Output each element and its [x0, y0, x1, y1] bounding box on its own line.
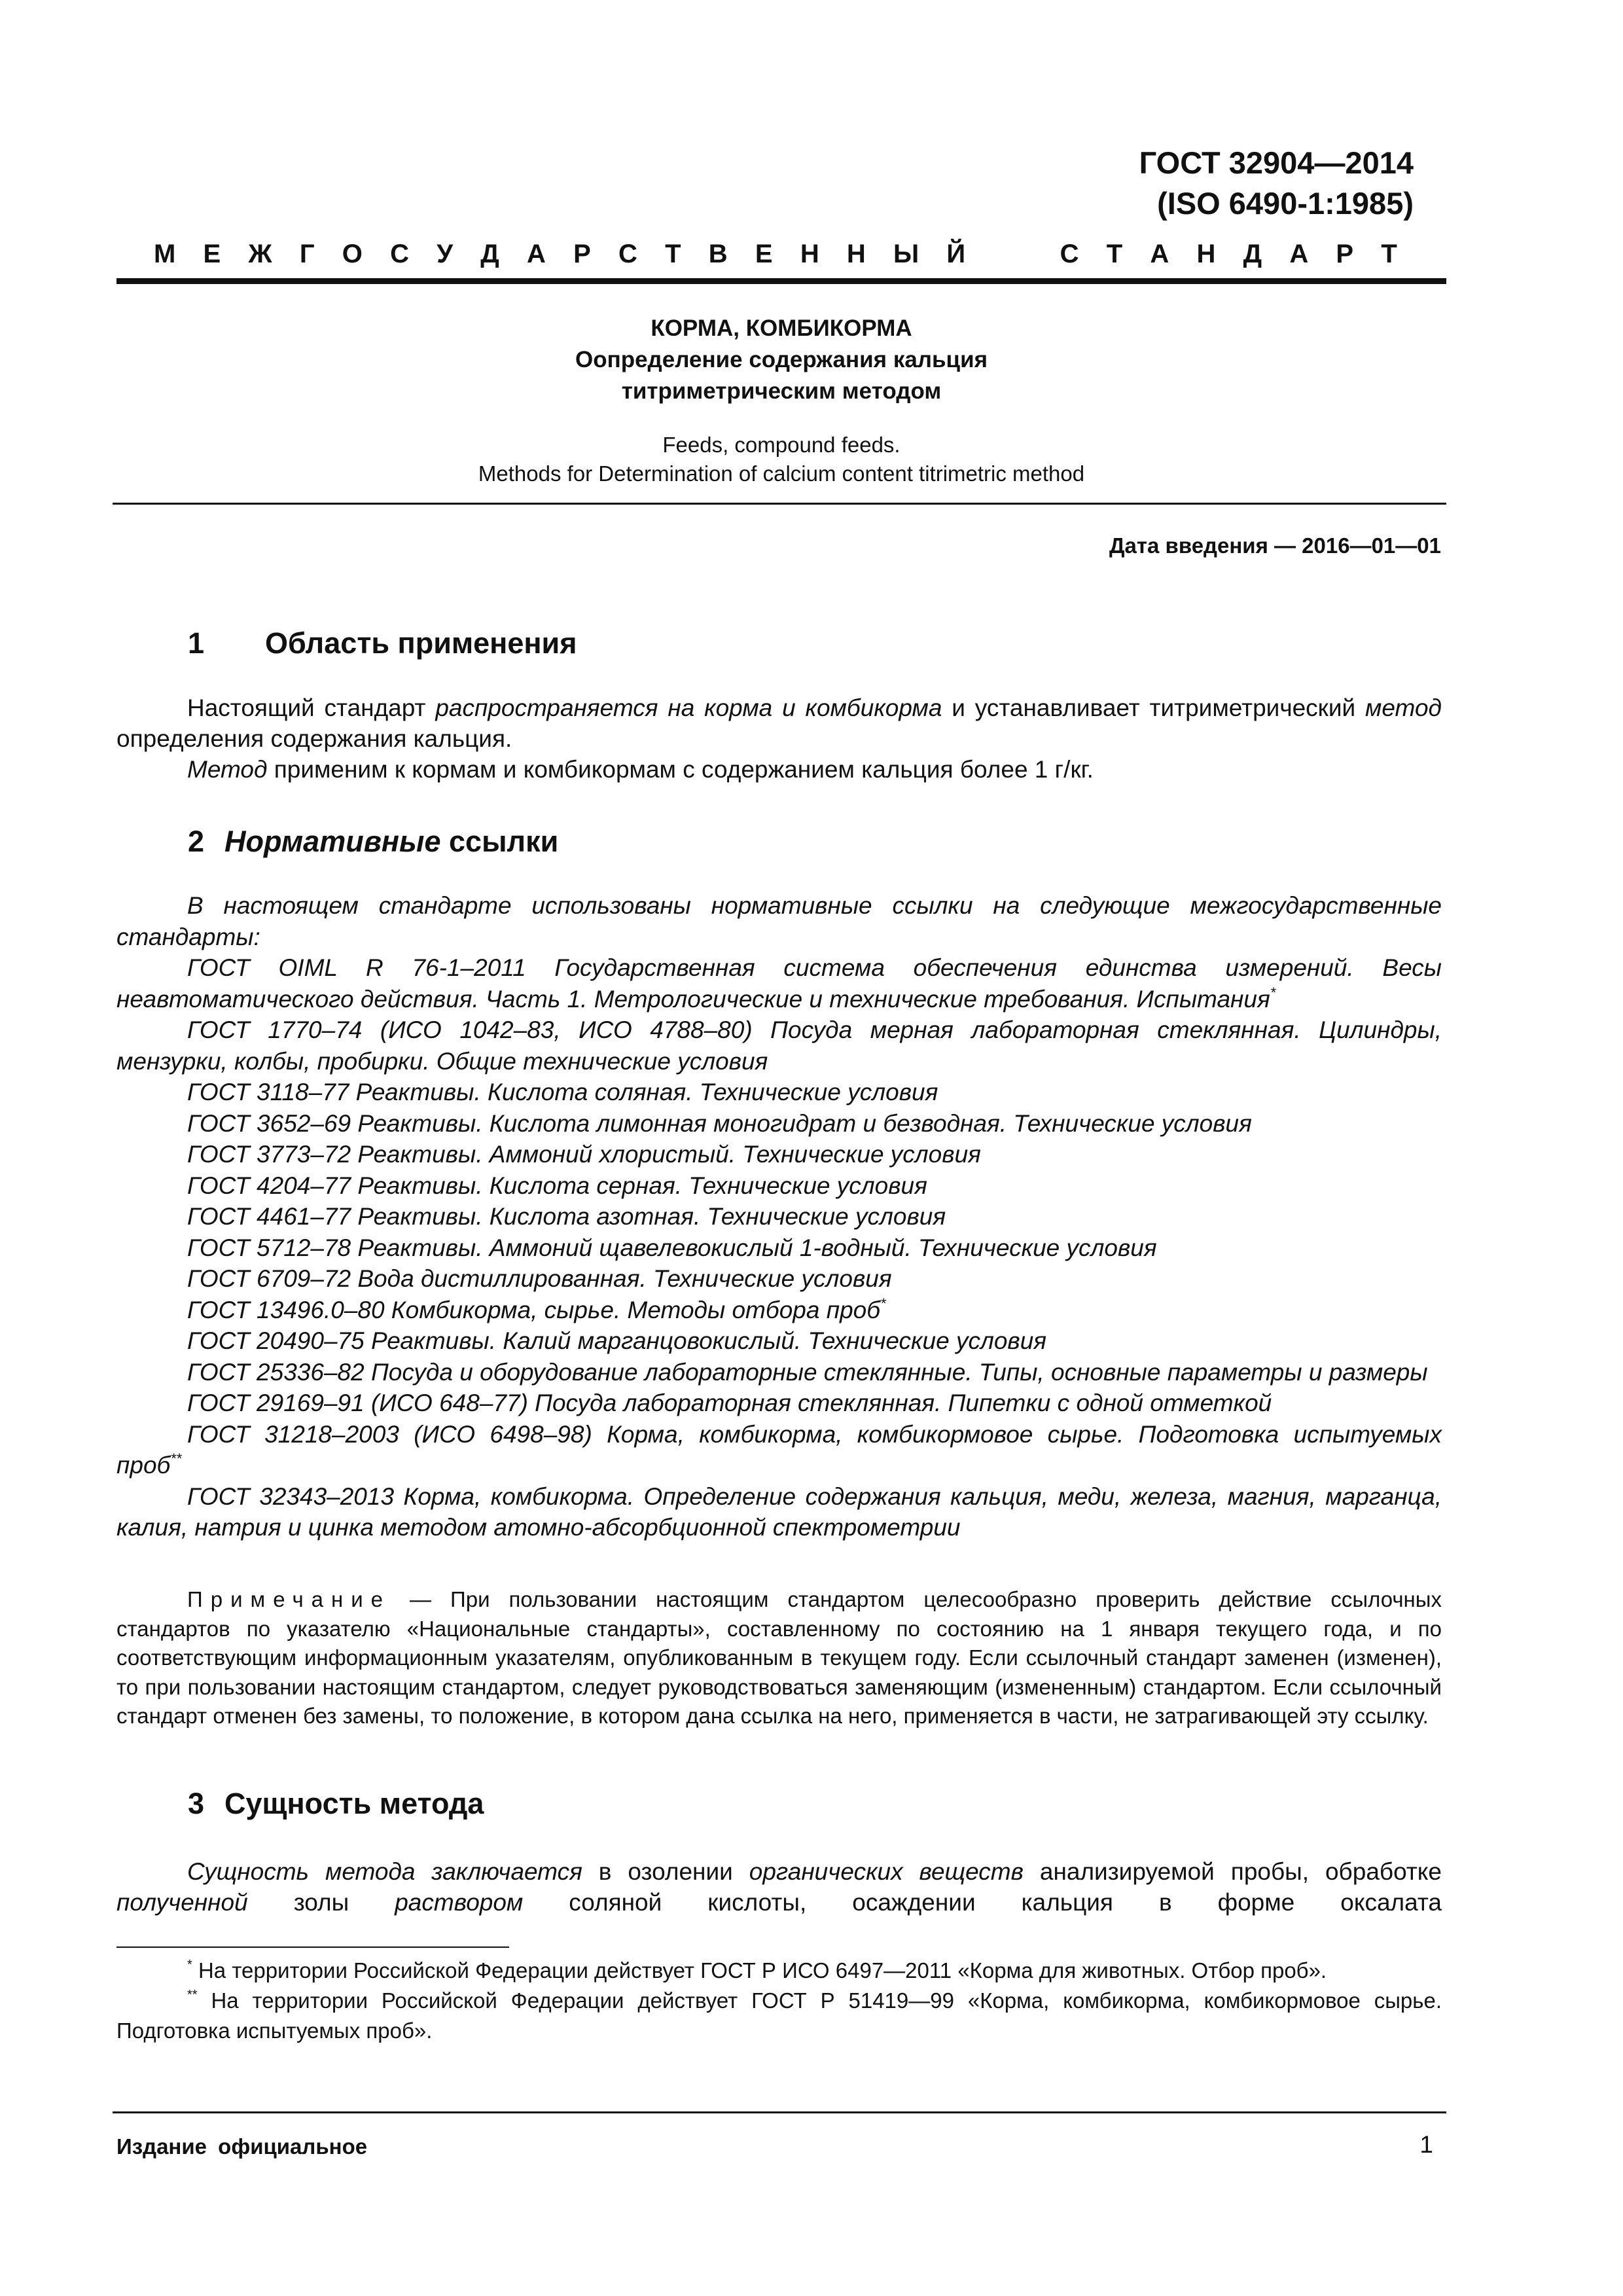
banner-letter: А — [1289, 240, 1309, 268]
section-title: ссылки — [440, 825, 559, 858]
reference-text: ГОСТ 4204–77 Реактивы. Кислота серная. Технические условия — [187, 1172, 927, 1199]
english-title-line-2: Methods for Determination of calcium content titrimetric method — [478, 461, 1085, 486]
banner-letter: Н — [1196, 240, 1216, 268]
section-number: 2 — [188, 825, 205, 858]
footnote-text: На территории Российской Федерации действует ГОСТ Р ИСО 6497—2011 «Корма для животных. Отбор проб». — [192, 1958, 1327, 1982]
title-line-3: титриметрическим методом — [621, 378, 942, 404]
banner-letter: Н — [800, 240, 819, 268]
text-run: анализируемой пробы, обработке — [1023, 1858, 1442, 1885]
banner-letter: М — [154, 240, 176, 268]
banner-letter: С — [618, 240, 637, 268]
banner-letter: Е — [755, 240, 773, 268]
title-rule — [113, 503, 1446, 505]
text-run-italic: органических веществ — [749, 1858, 1024, 1885]
section-number: 3 — [188, 1787, 205, 1820]
section-number: 1 — [188, 626, 205, 660]
text-run-italic: Сущность метода заключается — [187, 1858, 582, 1885]
edition-label: Издание официальное — [116, 2134, 368, 2159]
title-line-2: Оопределение содержания кальция — [575, 347, 988, 372]
text-run-italic: метод — [1365, 694, 1442, 721]
text-run-italic: распространяется на корма и комбикорма — [435, 694, 942, 721]
footnote-mark: * — [187, 1958, 192, 1972]
footnote-2 — [116, 1986, 1442, 2046]
banner-letter: Д — [1243, 240, 1262, 268]
reference-text: ГОСТ 3773–72 Реактивы. Аммоний хлористый. Технические условия — [187, 1141, 981, 1168]
banner-letter: В — [708, 240, 728, 268]
banner-letter: Н — [846, 240, 866, 268]
reference-item — [116, 1170, 1442, 1202]
reference-text: ГОСТ 31218–2003 (ИСО 6498–98) Корма, комбикорма, комбикормовое сырье. Подготовка испытуемых проб — [116, 1420, 1442, 1479]
section-1-body — [116, 692, 1442, 785]
section-3-body — [116, 1856, 1442, 1918]
text-run: и устанавливает — [942, 694, 1140, 721]
footnote-mark: * — [1270, 984, 1276, 1001]
section-title: Сущность метода — [224, 1787, 484, 1820]
banner-letter: Й — [946, 240, 966, 268]
reference-item — [116, 1295, 1442, 1326]
banner-letter: Р — [1336, 240, 1354, 268]
reference-text: ГОСТ 1770–74 (ИСО 1042–83, ИСО 4788–80) Посуда мерная лабораторная стеклянная. Цилиндры, мензурки, колбы, пробирки. Общие технические условия — [116, 1016, 1442, 1075]
method-essence-paragraph — [116, 1856, 1442, 1918]
banner-letter: С — [390, 240, 409, 268]
header-rule — [116, 278, 1446, 284]
reference-text: ГОСТ 25336–82 Посуда и оборудование лабораторные стеклянные. Типы, основные параметры и размеры — [187, 1358, 1428, 1386]
section-3-heading — [188, 1785, 484, 1822]
footnotes — [116, 1956, 1442, 2046]
title-line-1: КОРМА, КОМБИКОРМА — [651, 315, 912, 341]
reference-item — [116, 1108, 1442, 1139]
reference-item — [116, 1325, 1442, 1357]
footnote-text: На территории Российской Федерации действует ГОСТ Р 51419—99 «Корма, комбикорма, комбикормовое сырье. Подготовка испытуемых проб». — [116, 1988, 1442, 2043]
reference-item — [116, 1201, 1442, 1232]
normative-references — [116, 890, 1442, 1543]
banner-letter: А — [527, 240, 546, 268]
text-run: применим к кормам и комбикормам с содержанием кальция более 1 г/кг. — [267, 756, 1094, 783]
footnote-mark: ** — [170, 1450, 182, 1467]
reference-item — [116, 1263, 1442, 1295]
page-number: 1 — [1419, 2131, 1433, 2158]
reference-item — [116, 1014, 1442, 1077]
reference-text: ГОСТ 29169–91 (ИСО 648–77) Посуда лабораторная стеклянная. Пипетки с одной отметкой — [187, 1390, 1272, 1416]
banner-letter: А — [1150, 240, 1169, 268]
text-run-italic: полученной — [116, 1889, 248, 1916]
note-paragraph — [116, 1585, 1442, 1731]
note-text — [116, 1585, 1442, 1731]
banner-letter: Ы — [893, 240, 919, 268]
banner-letter: Р — [573, 240, 591, 268]
text-run-italic: раствором — [395, 1889, 524, 1916]
text-run-italic: Метод — [187, 756, 268, 783]
scope-paragraph — [116, 692, 1442, 754]
banner-letter: Т — [1106, 240, 1123, 268]
section-2-heading — [188, 823, 558, 860]
reference-text: ГОСТ 3118–77 Реактивы. Кислота соляная. Технические условия — [187, 1079, 938, 1105]
reference-text: ГОСТ 4461–77 Реактивы. Кислота азотная. Технические условия — [187, 1203, 946, 1230]
reference-text: ГОСТ 20490–75 Реактивы. Калий марганцовокислый. Технические условия — [187, 1327, 1047, 1354]
iso-code: (ISO 6490-1:1985) — [1157, 186, 1414, 221]
footer-rule — [113, 2111, 1446, 2113]
banner-letter: Г — [299, 240, 315, 268]
reference-item — [116, 1388, 1442, 1419]
reference-item — [116, 1419, 1442, 1481]
section-title: Область применения — [265, 626, 577, 660]
reference-text: ГОСТ 5712–78 Реактивы. Аммоний щавелевокислый 1-водный. Технические условия — [187, 1234, 1157, 1261]
reference-text: ГОСТ 6709–72 Вода дистиллированная. Технические условия — [187, 1265, 892, 1292]
reference-item — [116, 1481, 1442, 1543]
footnote-1 — [116, 1956, 1442, 1986]
scope-paragraph-2 — [116, 754, 1442, 785]
reference-text: ГОСТ 32343–2013 Корма, комбикорма. Определение содержания кальция, меди, железа, магния, марганца, калия, натрия и цинка методом атомно-абсорбционной спектрометрии — [116, 1482, 1442, 1541]
reference-item — [116, 952, 1442, 1014]
banner-letter: Т — [1381, 240, 1397, 268]
banner-letter: Ж — [248, 240, 272, 268]
banner-letter: Е — [203, 240, 221, 268]
standard-code: ГОСТ 32904—2014 — [1139, 145, 1414, 180]
section-title-italic: Нормативные — [224, 825, 441, 858]
banner-letter: Д — [480, 240, 499, 268]
footnote-mark: * — [880, 1295, 886, 1312]
reference-item — [116, 1139, 1442, 1170]
note-body: — При пользовании настоящим стандартом целесообразно проверить действие ссылочных стандартов по указателю «Национальные стандарты», составленному по состоянию на 1 января текущего года, и по соответствующим информационным указателям, опубликованным в текущем году. Если ссылочный стандарт заменен (изменен), то при пользовании настоящим стандартом, следует руководствоваться заменяющим (измененным) стандартом. Если ссылочный стандарт отменен без замены, то положение, в котором дана ссылка на него, применяется в части, не затрагивающей эту ссылку. — [116, 1587, 1442, 1728]
section-1-heading — [188, 625, 577, 662]
banner-letter: Т — [665, 240, 681, 268]
standard-designation — [1139, 143, 1414, 224]
document-title — [116, 313, 1446, 407]
references-intro: В настоящем стандарте использованы нормативные ссылки на следующие межгосударственные стандарты: — [116, 892, 1442, 950]
text-run: Настоящий стандарт — [187, 694, 436, 721]
text-run: титриметрический — [1149, 694, 1366, 721]
reference-item — [116, 1077, 1442, 1108]
footnote-mark: ** — [187, 1988, 198, 2002]
banner-letter: О — [342, 240, 363, 268]
banner-letter: У — [437, 240, 454, 268]
interstate-standard-banner — [154, 238, 1397, 270]
banner-word-gap — [993, 238, 1032, 270]
text-run: определения содержания кальция. — [116, 725, 512, 752]
note-label: Примечание — [187, 1587, 391, 1611]
introduction-date: Дата введения — 2016—01—01 — [1109, 533, 1441, 558]
banner-letter: С — [1060, 240, 1079, 268]
footnote-rule — [116, 1946, 509, 1948]
english-title — [116, 431, 1446, 488]
reference-item — [116, 1232, 1442, 1264]
english-title-line-1: Feeds, compound feeds. — [662, 433, 901, 457]
reference-item — [116, 1357, 1442, 1388]
text-run: соляной кислоты, осаждении кальция в форме оксалата — [523, 1889, 1442, 1916]
reference-text: ГОСТ OIML R 76-1–2011 Государственная система обеспечения единства измерений. Весы неавтоматического действия. Часть 1. Метрологические и технические требования. Испытания — [116, 954, 1442, 1013]
text-run: золы — [247, 1889, 395, 1916]
reference-text: ГОСТ 3652–69 Реактивы. Кислота лимонная моногидрат и безводная. Технические условия — [187, 1109, 1252, 1137]
reference-text: ГОСТ 13496.0–80 Комбикорма, сырье. Методы отбора проб — [187, 1296, 881, 1323]
text-run: в озолении — [582, 1858, 749, 1885]
